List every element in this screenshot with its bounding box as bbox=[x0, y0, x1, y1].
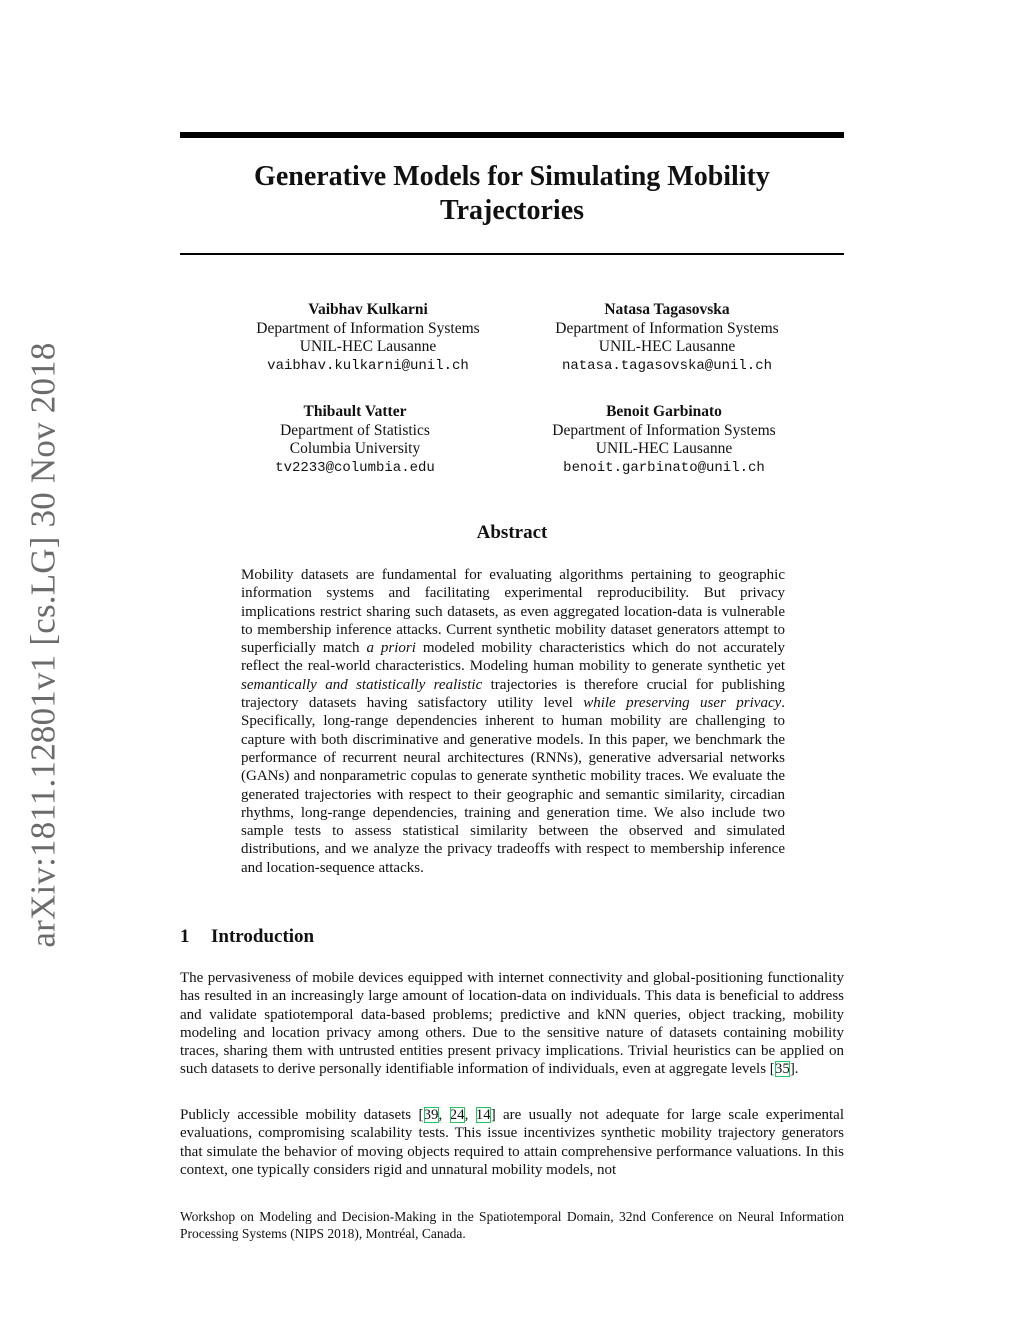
arxiv-stamp bbox=[18, 342, 70, 948]
author-email[interactable]: natasa.tagasovska@unil.ch bbox=[561, 357, 773, 374]
author-institution: UNIL-HEC Lausanne bbox=[595, 440, 733, 457]
author-institution: Columbia University bbox=[289, 440, 421, 457]
section-heading bbox=[180, 926, 314, 948]
section-number: 1 bbox=[180, 926, 190, 947]
author-email[interactable]: vaibhav.kulkarni@unil.ch bbox=[267, 357, 469, 374]
paragraph-text: ] are usually not adequate for large scale experimental evaluations, compromising scalability tests. This issue incentivizes synthetic mobility trajectory generators that simulate the behavior of moving objects required to attain comprehensive performance valuations. In this context, one typically considers rigid and unnatural mobility models, not bbox=[180, 1107, 845, 1178]
paragraph-text: Publicly accessible mobility datasets [ bbox=[180, 1107, 424, 1123]
intro-paragraph bbox=[180, 969, 844, 1079]
author-institution: UNIL-HEC Lausanne bbox=[598, 338, 736, 355]
title-top-rule bbox=[180, 132, 844, 138]
abstract-body bbox=[241, 566, 785, 877]
abstract-text: Mobility datasets are fundamental for evaluating algorithms pertaining to geographic information systems and facilitating experimental reproducibility. But privacy implications restrict sharing such datasets, as even aggregated location-data is vulnerable to membership inference attacks. Current synthetic mobility dataset generators attempt to superficially match bbox=[241, 567, 785, 657]
paragraph-text: ]. bbox=[789, 1061, 799, 1078]
paragraph-text: The pervasiveness of mobile devices equipped with internet connectivity and global-positioning functionality has resulted in an increasingly large amount of location-data on individuals. This data is beneficial to address and validate spatiotemporal data-based problems; predictive and kNN queries, object tracking, mobility modeling and location privacy among others. Due to the sensitive nature of datasets containing mobility traces, sharing them with untrusted entities present privacy implications. Trivial heuristics can be applied on such datasets to derive personally identifiable information of individuals, even at aggregate levels [ bbox=[180, 970, 844, 1078]
citation-link[interactable]: 24 bbox=[449, 1107, 465, 1123]
citation-separator: , bbox=[438, 1107, 450, 1123]
author-email[interactable]: benoit.garbinato@unil.ch bbox=[563, 459, 765, 476]
citation-link[interactable]: 14 bbox=[475, 1107, 491, 1123]
author-department: Department of Information Systems bbox=[256, 319, 480, 337]
abstract-text: modeled mobility characteristics which do not accurately reflect the real-world characteristics. Modeling human mobility to generate synthetic yet bbox=[241, 640, 786, 675]
abstract-emphasis: a priori bbox=[366, 640, 416, 657]
abstract-emphasis: while preserving user privacy bbox=[583, 695, 782, 712]
author-block bbox=[517, 301, 817, 375]
author-department: Department of Information Systems bbox=[555, 319, 779, 337]
author-block bbox=[205, 403, 505, 477]
citation-separator: , bbox=[464, 1107, 476, 1123]
author-department: Department of Statistics bbox=[280, 421, 430, 439]
abstract-heading: Abstract bbox=[476, 522, 548, 543]
author-name: Vaibhav Kulkarni bbox=[308, 301, 428, 318]
author-email[interactable]: tv2233@columbia.edu bbox=[275, 459, 435, 476]
abstract-text: trajectories is therefore crucial for publishing trajectory datasets having satisfactory utility level bbox=[241, 676, 785, 712]
citation-link[interactable]: 35 bbox=[774, 1061, 790, 1078]
author-block bbox=[514, 403, 814, 477]
author-institution: UNIL-HEC Lausanne bbox=[299, 338, 437, 355]
title-bottom-rule bbox=[180, 253, 844, 255]
author-name: Thibault Vatter bbox=[303, 403, 407, 420]
paper-title: Generative Models for Simulating Mobility Trajectories bbox=[254, 161, 770, 226]
abstract-emphasis: semantically and statistically realistic bbox=[241, 676, 483, 693]
arxiv-identifier: arXiv:1811.12801v1 [cs.LG] 30 Nov 2018 bbox=[24, 342, 63, 948]
section-title: Introduction bbox=[211, 926, 315, 947]
author-block bbox=[218, 301, 518, 375]
venue-footnote: Workshop on Modeling and Decision-Making in the Spatiotemporal Domain, 32nd Conference on Neural Information Processing Systems (NIPS 2018), Montréal, Canada. bbox=[180, 1209, 844, 1241]
author-name: Natasa Tagasovska bbox=[604, 301, 730, 318]
abstract-text: . Specifically, long-range dependencies inherent to human mobility are challenging to capture with both discriminative and generative models. In this paper, we benchmark the performance of recurrent neural architectures (RNNs), generative adversarial networks (GANs) and nonparametric copulas to generate synthetic mobility traces. We evaluate the generated trajectories with respect to their geographic and semantic similarity, circadian rhythms, long-range dependencies, training and generation time. We also include two sample tests to assess statistical similarity between the observed and simulated distributions, and we analyze the privacy tradeoffs with respect to membership inference and location-sequence attacks. bbox=[241, 695, 786, 876]
author-department: Department of Information Systems bbox=[552, 421, 776, 439]
citation-link[interactable]: 39 bbox=[423, 1107, 439, 1123]
author-name: Benoit Garbinato bbox=[606, 403, 722, 420]
intro-paragraph bbox=[180, 1106, 844, 1179]
